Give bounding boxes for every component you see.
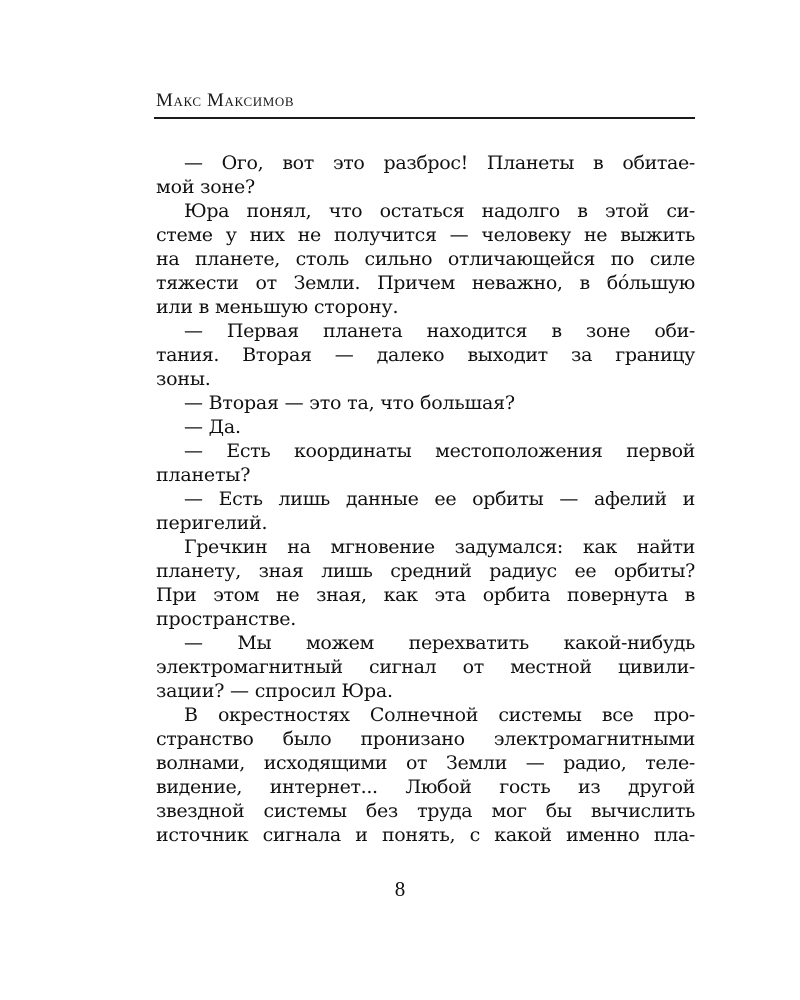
running-header-author: Макс Максимов — [156, 90, 295, 111]
text-line: — Первая планета находится в зоне оби- — [184, 320, 695, 342]
text-line: или в меньшую сторону. — [156, 296, 399, 318]
text-line: Юра понял, что остаться надолго в этой си- — [184, 200, 695, 222]
text-line: странство было пронизано электромагнитными — [156, 728, 695, 750]
text-line: — Есть координаты местоположения первой — [184, 440, 695, 462]
text-line: на планете, столь сильно отличающейся по силе — [156, 248, 695, 270]
text-line: электромагнитный сигнал от местной цивили- — [156, 656, 695, 678]
page-number: 8 — [394, 877, 406, 901]
text-line: перигелий. — [156, 512, 268, 534]
text-line: тяжести от Земли. Причем неважно, в бóльшую — [156, 272, 695, 294]
text-line: — Ого, вот это разброс! Планеты в обитае- — [184, 152, 695, 174]
body-text — [156, 151, 695, 847]
text-line: стеме у них не получится — человеку не выжить — [156, 224, 695, 246]
text-line: пространстве. — [156, 608, 297, 630]
text-line: волнами, исходящими от Земли — радио, теле- — [156, 752, 695, 774]
text-line: планету, зная лишь средний радиус ее орбиты? — [156, 560, 695, 582]
header-rule — [154, 117, 695, 119]
text-line: — Вторая — это та, что большая? — [184, 392, 515, 414]
text-line: тания. Вторая — далеко выходит за границу — [156, 344, 695, 366]
text-line: зоны. — [156, 368, 211, 390]
text-line: видение, интернет... Любой гость из другой — [156, 776, 695, 798]
text-line: источник сигнала и понять, с какой именно пла- — [156, 824, 695, 846]
text-line: — Да. — [184, 416, 241, 438]
text-line: звездной системы без труда мог бы вычислить — [156, 800, 695, 822]
text-line: — Есть лишь данные ее орбиты — афелий и — [184, 488, 695, 510]
text-line: В окрестностях Солнечной системы все про- — [184, 704, 695, 726]
text-line: мой зоне? — [156, 176, 256, 198]
text-line: — Мы можем перехватить какой-нибудь — [184, 632, 695, 654]
text-line: планеты? — [156, 464, 251, 486]
text-line: При этом не зная, как эта орбита повернута в — [156, 584, 695, 606]
text-line: Гречкин на мгновение задумался: как найти — [184, 536, 695, 558]
text-line: зации? — спросил Юра. — [156, 680, 393, 702]
